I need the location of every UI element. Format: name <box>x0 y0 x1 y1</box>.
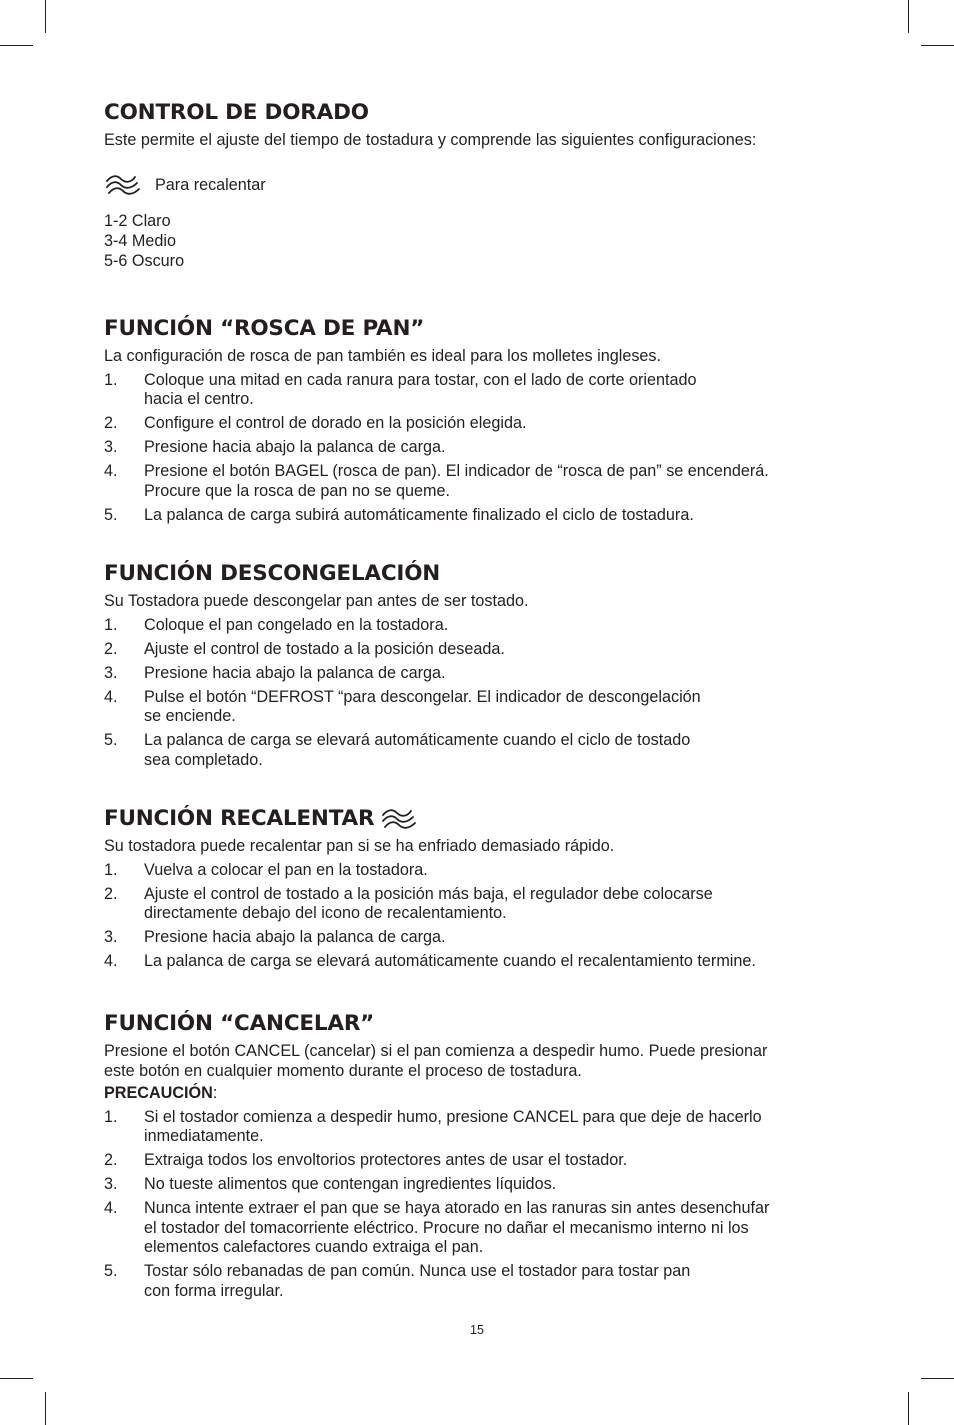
crop-mark <box>908 0 909 33</box>
step-number: 3. <box>104 1175 118 1193</box>
step-number: 1. <box>104 370 118 389</box>
setting-item: 5-6 Oscuro <box>104 252 185 270</box>
step-text: elementos calefactores cuando extraiga el pan. <box>144 1238 484 1256</box>
section-intro <box>104 1041 834 1081</box>
section-reheat <box>104 806 834 972</box>
heat-waves-icon <box>104 172 142 198</box>
settings-list <box>104 211 834 271</box>
step-text: el tostador del tomacorriente eléctrico. Procure no dañar el mecanismo interno ni los <box>144 1218 749 1237</box>
steps-list <box>104 616 834 771</box>
list-item <box>104 640 834 660</box>
step-number: 2. <box>104 639 118 658</box>
step-text: hacia el centro. <box>144 390 254 408</box>
step-text: Nunca intente extraer el pan que se haya atorado en las ranuras sin antes desenchufar <box>144 1199 770 1217</box>
section-intro: Este permite el ajuste del tiempo de tostadura y comprende las siguientes configuraciones: <box>104 131 757 149</box>
step-text: Coloque una mitad en cada ranura para tostar, con el lado de corte orientado <box>144 370 697 389</box>
step-number: 4. <box>104 952 118 970</box>
list-item <box>104 1175 834 1195</box>
step-text: Configure el control de dorado en la posición elegida. <box>144 414 527 432</box>
section-intro: La configuración de rosca de pan también es ideal para los molletes ingleses. <box>104 347 662 365</box>
step-text: directamente debajo del icono de recalentamiento. <box>144 904 507 922</box>
list-item <box>104 952 834 972</box>
section-title: FUNCIÓN RECALENTAR <box>104 806 375 831</box>
section-intro: Su tostadora puede recalentar pan si se ha enfriado demasiado rápido. <box>104 837 615 855</box>
crop-mark <box>921 45 954 46</box>
list-item <box>104 885 834 924</box>
step-text: Extraiga todos los envoltorios protectores antes de usar el tostador. <box>144 1151 628 1169</box>
section-defrost <box>104 561 834 770</box>
step-text: Presione el botón BAGEL (rosca de pan). El indicador de “rosca de pan” se encenderá. <box>144 462 769 480</box>
step-number: 1. <box>104 615 118 634</box>
steps-list <box>104 861 834 972</box>
list-item <box>104 414 834 434</box>
step-text: Ajuste el control de tostado a la posición más baja, el regulador debe colocarse <box>144 884 713 903</box>
reheat-setting-label: Para recalentar <box>155 175 266 194</box>
step-text: No tueste alimentos que contengan ingredientes líquidos. <box>144 1175 557 1193</box>
step-number: 4. <box>104 687 118 706</box>
step-number: 3. <box>104 928 118 946</box>
section-browning-control <box>104 100 834 271</box>
section-bagel <box>104 316 834 525</box>
step-text: Vuelva a colocar el pan en la tostadora. <box>144 860 428 879</box>
list-item <box>104 1151 834 1171</box>
list-item <box>104 1199 834 1258</box>
setting-item: 3-4 Medio <box>104 232 176 250</box>
list-item <box>104 861 834 881</box>
step-number: 4. <box>104 462 118 480</box>
step-number: 5. <box>104 1262 118 1280</box>
step-text: inmediatamente. <box>144 1127 264 1145</box>
step-text: sea completado. <box>144 750 263 769</box>
caution-label: PRECAUCIÓN <box>104 1084 213 1102</box>
reheat-setting-row <box>104 172 834 198</box>
intro-line: este botón en cualquier momento durante el proceso de tostadura. <box>104 1062 582 1080</box>
crop-mark <box>921 1378 954 1379</box>
step-text: Presione hacia abajo la palanca de carga. <box>144 438 446 456</box>
step-text: Coloque el pan congelado en la tostadora. <box>144 615 449 634</box>
step-text: Si el tostador comienza a despedir humo, presione CANCEL para que deje de hacerlo <box>144 1107 762 1126</box>
step-number: 4. <box>104 1199 118 1217</box>
caution-colon: : <box>212 1084 218 1102</box>
section-title: CONTROL DE DORADO <box>104 100 369 125</box>
list-item <box>104 462 834 501</box>
step-text: La palanca de carga se elevará automáticamente cuando el ciclo de tostado <box>144 731 691 749</box>
list-item <box>104 1108 834 1147</box>
list-item <box>104 664 834 684</box>
section-title-row <box>104 806 834 832</box>
crop-mark <box>908 1392 909 1425</box>
step-text: Presione hacia abajo la palanca de carga. <box>144 928 446 946</box>
step-number: 1. <box>104 1107 118 1126</box>
step-text: La palanca de carga se elevará automáticamente cuando el recalentamiento termine. <box>144 952 756 970</box>
section-intro: Su Tostadora puede descongelar pan antes de ser tostado. <box>104 592 529 610</box>
list-item <box>104 688 834 727</box>
crop-mark <box>45 0 46 33</box>
list-item <box>104 1262 834 1301</box>
step-number: 5. <box>104 505 118 524</box>
section-title: FUNCIÓN “ROSCA DE PAN” <box>104 316 425 341</box>
step-number: 3. <box>104 663 118 682</box>
crop-mark <box>45 1392 46 1425</box>
step-number: 3. <box>104 438 118 456</box>
step-text: La palanca de carga subirá automáticamente finalizado el ciclo de tostadura. <box>144 505 694 524</box>
list-item <box>104 438 834 458</box>
list-item <box>104 731 834 770</box>
crop-mark <box>0 1378 33 1379</box>
section-cancel <box>104 1011 834 1301</box>
step-number: 2. <box>104 1151 118 1169</box>
step-number: 2. <box>104 414 118 432</box>
list-item <box>104 616 834 636</box>
heat-waves-icon <box>380 806 418 832</box>
setting-item: 1-2 Claro <box>104 212 171 230</box>
page-number: 15 <box>470 1323 484 1337</box>
step-text: con forma irregular. <box>144 1281 284 1300</box>
intro-line: Presione el botón CANCEL (cancelar) si el pan comienza a despedir humo. Puede presionar <box>104 1042 768 1060</box>
list-item <box>104 371 834 410</box>
step-number: 5. <box>104 731 118 749</box>
step-text: Presione hacia abajo la palanca de carga. <box>144 663 446 682</box>
list-item <box>104 928 834 948</box>
step-number: 2. <box>104 884 118 903</box>
list-item <box>104 506 834 526</box>
step-number: 1. <box>104 860 118 879</box>
step-text: Procure que la rosca de pan no se queme. <box>144 481 450 500</box>
step-text: Tostar sólo rebanadas de pan común. Nunca use el tostador para tostar pan <box>144 1262 691 1280</box>
step-text: Ajuste el control de tostado a la posición deseada. <box>144 639 505 658</box>
steps-list <box>104 1108 834 1302</box>
step-text: se enciende. <box>144 707 236 725</box>
caution-heading <box>104 1083 834 1103</box>
crop-mark <box>0 45 33 46</box>
section-title: FUNCIÓN DESCONGELACIÓN <box>104 561 441 586</box>
section-title: FUNCIÓN “CANCELAR” <box>104 1011 375 1036</box>
steps-list <box>104 371 834 526</box>
step-text: Pulse el botón “DEFROST “para descongelar. El indicador de descongelación <box>144 687 701 706</box>
